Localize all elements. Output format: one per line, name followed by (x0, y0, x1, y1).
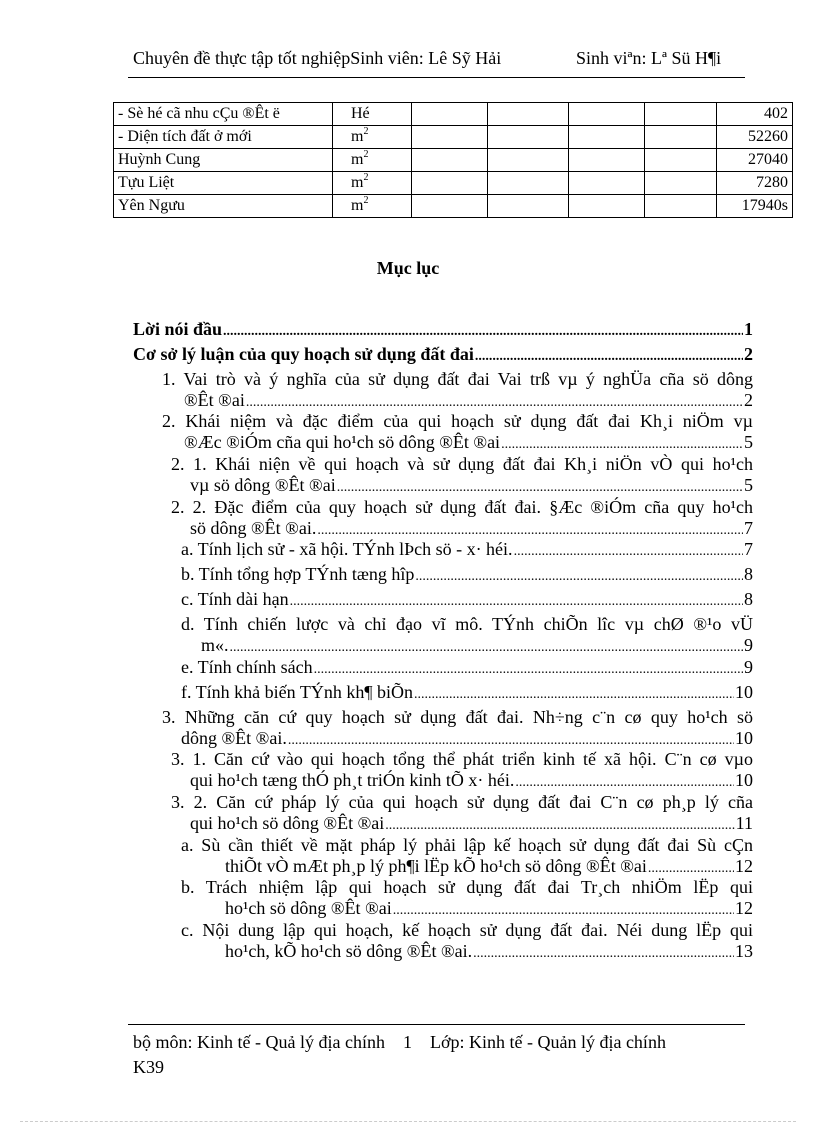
toc-entry-text: ho¹ch, kÕ ho¹ch sö dông ®Êt ®ai. (225, 941, 473, 961)
table-row (114, 195, 793, 218)
toc-entry-text: m«. (201, 635, 229, 655)
toc-entry-text: ®Æc ®iÓm cña qui ho¹ch sö dông ®Êt ®ai (184, 432, 501, 452)
toc-leader-dots (415, 563, 743, 588)
toc-entry[interactable] (133, 538, 753, 560)
unit-text: Hé (351, 105, 370, 122)
toc-entry-text: d. Tính chiến lược và chỉ đạo vĩ mô. TÝnh chiÕn lîc vµ chØ ®¹o vÜ (181, 614, 753, 634)
toc-leader-dots (473, 940, 734, 965)
empty-cell (569, 172, 645, 195)
toc-entry-text: 2. 2. Đặc điểm của quy hoạch sử dụng đất đai. §Æc ®iÓm cña quy ho¹ch (171, 497, 753, 517)
table-row (114, 103, 793, 126)
empty-cell (488, 103, 569, 126)
empty-cell (569, 126, 645, 149)
page-footer (133, 1030, 733, 1080)
toc-entry-text: c. Tính dài hạn (181, 589, 289, 609)
toc-entry-text: 3. 2. Căn cứ pháp lý của qui hoạch sử dụng đất đai C¨n cø ph¸p lý cña (171, 792, 753, 812)
table-row (114, 172, 793, 195)
toc-entry-text: sö dông ®Êt ®ai. (190, 518, 317, 538)
header-right-text: Sinh viªn: Lª Sü H¶i (576, 48, 722, 68)
toc-entry-text: b. Trách nhiệm lập qui hoạch sử dụng đất đai Tr¸ch nhiÖm lËp qui (181, 877, 753, 897)
toc-leader-dots (475, 343, 743, 368)
toc-page-number: 10 (735, 682, 753, 702)
unit-text: m (351, 151, 364, 168)
toc-entry-text: 3. Những căn cứ quy hoạch sử dụng đất đai. Nh÷ng c¨n cø quy ho¹ch sö (162, 707, 753, 727)
empty-cell (412, 172, 488, 195)
toc-entry[interactable] (133, 681, 753, 703)
toc-page-number: 11 (735, 813, 753, 833)
empty-cell (488, 195, 569, 218)
empty-cell (488, 172, 569, 195)
unit-superscript: 2 (363, 171, 369, 183)
unit-superscript: 2 (363, 148, 369, 160)
toc-entry-text: 3. 1. Căn cứ vào qui hoạch tổng thể phát triển kinh tế xã hội. C¨n cø vµo (171, 749, 753, 769)
toc-entry-text: 1. Vai trò và ý nghĩa của sử dụng đất đai Vai trß vµ ý nghÜa cña sö dông (162, 369, 753, 389)
row-value-cell: 27040 (717, 149, 793, 172)
toc-page-number: 13 (735, 941, 753, 961)
toc-page-number: 10 (735, 770, 753, 790)
row-name-cell: - Diện tích đất ở mới (114, 126, 333, 149)
unit-superscript: 2 (363, 194, 369, 206)
row-unit-cell (333, 195, 412, 218)
empty-cell (569, 103, 645, 126)
row-value-cell: 7280 (717, 172, 793, 195)
toc-entry-text: vµ sö dông ®Êt ®ai (190, 475, 336, 495)
footer-class: Lớp: Kinh tế - Quản lý địa chính (429, 1032, 666, 1052)
toc-leader-dots (314, 656, 743, 681)
empty-cell (412, 149, 488, 172)
toc-entry[interactable] (133, 706, 753, 749)
row-name-cell: Tựu Liệt (114, 172, 333, 195)
empty-cell (488, 149, 569, 172)
toc-leader-dots (414, 681, 734, 706)
toc-entry[interactable] (133, 919, 753, 962)
toc-entry-text: Cơ sở lý luận của quy hoạch sử dụng đất đai (133, 344, 474, 364)
toc-page-number: 1 (744, 319, 753, 339)
unit-superscript: 2 (363, 125, 369, 137)
empty-cell (645, 195, 717, 218)
toc-entry[interactable] (133, 791, 753, 834)
footer-class-code: K39 (133, 1057, 164, 1077)
toc-entry[interactable] (133, 368, 753, 411)
empty-cell (412, 126, 488, 149)
row-name-cell: Yên Ngưu (114, 195, 333, 218)
toc-page-number: 10 (735, 728, 753, 748)
table-row (114, 149, 793, 172)
toc-entry-text: f. Tính khả biến TÝnh kh¶ biÕn (181, 682, 413, 702)
toc-entry[interactable] (133, 410, 753, 453)
table-row (114, 126, 793, 149)
header-left-text: Chuyên đề thực tập tốt nghiệpSinh viên: Lê Sỹ Hải (133, 48, 502, 68)
toc-leader-dots (290, 588, 743, 613)
header-rule (128, 77, 745, 78)
toc-entry[interactable] (133, 318, 753, 340)
row-name-cell: Huỳnh Cung (114, 149, 333, 172)
toc-entry-text: e. Tính chính sách (181, 657, 313, 677)
toc-page-number: 2 (744, 390, 753, 410)
toc-page-number: 2 (744, 344, 753, 364)
toc-entry-text: a. Sù cần thiết về mặt pháp lý phải lập kế hoạch sử dụng đất đai Sù cÇn (181, 835, 753, 855)
row-unit-cell (333, 103, 412, 126)
row-unit-cell (333, 126, 412, 149)
toc-page-number: 5 (744, 475, 753, 495)
empty-cell (645, 172, 717, 195)
land-table (113, 102, 793, 218)
empty-cell (412, 195, 488, 218)
toc-entry[interactable] (133, 834, 753, 877)
empty-cell (645, 126, 717, 149)
toc-entry-text: qui ho¹ch sö dông ®Êt ®ai (190, 813, 385, 833)
toc-page-number: 7 (744, 539, 753, 559)
toc-page-number: 5 (744, 432, 753, 452)
toc-page-number: 8 (744, 564, 753, 584)
toc-entry-text: ho¹ch sö dông ®Êt ®ai (225, 898, 392, 918)
toc-entry[interactable] (133, 613, 753, 656)
toc-title: Mục lục (376, 258, 440, 278)
toc-entry-text: Lời nói đầu (133, 319, 223, 339)
toc-entry-text: qui ho¹ch tæng thÓ ph¸t triÓn kinh tÕ x· héi. (190, 770, 515, 790)
empty-cell (645, 103, 717, 126)
toc-entry[interactable] (133, 588, 753, 610)
empty-cell (645, 149, 717, 172)
toc-page-number: 8 (744, 589, 753, 609)
toc-entry[interactable] (133, 343, 753, 365)
toc-entry-text: 2. Khái niệm và đặc điểm của qui hoạch sử dụng đất đai Kh¸i niÖm vµ (162, 411, 753, 431)
toc-page-number: 12 (735, 856, 753, 876)
unit-text: m (351, 174, 364, 191)
toc-entry[interactable] (133, 656, 753, 678)
row-unit-cell (333, 149, 412, 172)
footer-page-number: 1 (402, 1032, 412, 1052)
toc-entry[interactable] (133, 876, 753, 919)
empty-cell (569, 149, 645, 172)
toc-entry-text: thiÕt vÒ mÆt ph¸p lý ph¶i lËp kÕ ho¹ch sö dông ®Êt ®ai (225, 856, 647, 876)
row-value-cell: 17940s (717, 195, 793, 218)
toc-page-number: 7 (744, 518, 753, 538)
toc-page-number: 12 (735, 898, 753, 918)
row-name-cell: - Sè hé cã nhu cÇu ®Êt ë (114, 103, 333, 126)
toc-entry-text: dông ®Êt ®ai. (181, 728, 287, 748)
toc-page-number: 9 (744, 635, 753, 655)
toc-entry-text: 2. 1. Khái niện về qui hoạch và sử dụng đất đai Kh¸i niÖn vÒ qui ho¹ch (171, 454, 753, 474)
toc-entry[interactable] (133, 563, 753, 585)
toc-entry[interactable] (133, 453, 753, 496)
row-value-cell: 402 (717, 103, 793, 126)
toc-entry[interactable] (133, 748, 753, 791)
empty-cell (412, 103, 488, 126)
unit-text: m (351, 197, 364, 214)
toc-entry-text: c. Nội dung lập qui hoạch, kế hoạch sử dụng đất đai. Néi dung lËp qui (181, 920, 753, 940)
toc-leader-dots (223, 318, 743, 343)
toc-entry[interactable] (133, 496, 753, 539)
page-bottom-dash (20, 1121, 796, 1122)
row-value-cell: 52260 (717, 126, 793, 149)
empty-cell (488, 126, 569, 149)
toc-entry-text: b. Tính tổng hợp TÝnh tæng hîp (181, 564, 415, 584)
toc-entry-text: a. Tính lịch sử - xã hội. TÝnh lÞch sö - x· héi. (181, 539, 513, 559)
toc-page-number: 9 (744, 657, 753, 677)
footer-rule (128, 1024, 745, 1025)
unit-text: m (351, 128, 364, 145)
toc-leader-dots (514, 538, 743, 563)
footer-dept: bộ môn: Kinh tế - Quả lý địa chính (133, 1032, 385, 1052)
empty-cell (569, 195, 645, 218)
row-unit-cell (333, 172, 412, 195)
toc-entry-text: ®Êt ®ai (184, 390, 245, 410)
